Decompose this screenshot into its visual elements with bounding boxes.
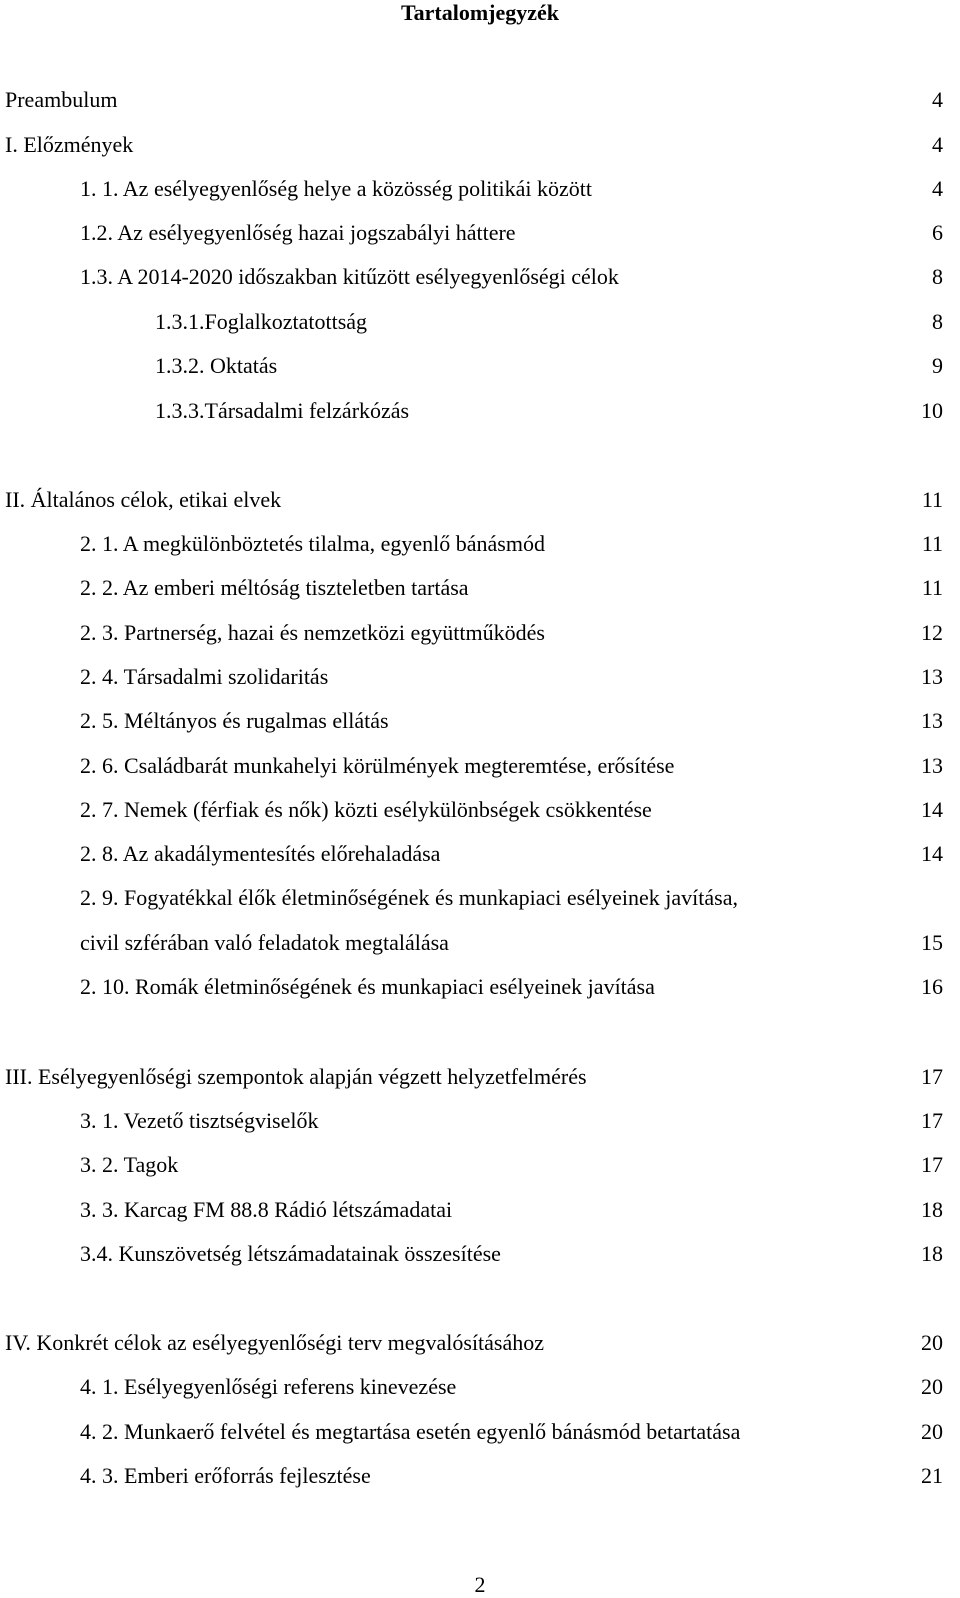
toc-entry-page: 15 <box>921 930 943 955</box>
toc-entry-label: 2. 2. Az emberi méltóság tiszteletben tartása <box>80 575 469 600</box>
toc-entry <box>0 840 960 868</box>
toc-entry <box>0 1151 960 1179</box>
toc-entry <box>0 1329 960 1357</box>
page-number: 2 <box>474 1572 486 1597</box>
toc-entry-label: Preambulum <box>5 87 118 112</box>
toc-entry <box>0 131 960 159</box>
toc-entry-page: 18 <box>921 1241 943 1266</box>
toc-entry-page: 16 <box>921 974 943 999</box>
toc-entry-label: 2. 9. Fogyatékkal élők életminőségének és munkapiaci esélyeinek javítása, <box>80 885 738 910</box>
toc-entry <box>0 1373 960 1401</box>
toc-entry <box>0 929 960 957</box>
toc-entry-page: 6 <box>932 220 943 245</box>
toc-entry-label: 1.2. Az esélyegyenlőség hazai jogszabályi háttere <box>80 220 516 245</box>
toc-entry-page: 17 <box>921 1108 943 1133</box>
toc-entry-label: 1. 1. Az esélyegyenlőség helye a közösség politikái között <box>80 176 592 201</box>
toc-entry-page: 8 <box>932 264 943 289</box>
toc-entry <box>0 1107 960 1135</box>
document-title: Tartalomjegyzék <box>400 0 560 25</box>
toc-entry-label: 2. 7. Nemek (férfiak és nők) közti esélykülönbségek csökkentése <box>80 797 652 822</box>
toc-entry-page: 11 <box>921 487 943 512</box>
toc-entry-page: 4 <box>932 132 943 157</box>
toc-entry-label: 2. 10. Romák életminőségének és munkapiaci esélyeinek javítása <box>80 974 655 999</box>
toc-entry <box>0 574 960 602</box>
toc-entry-page: 11 <box>921 531 943 556</box>
toc-entry <box>0 530 960 558</box>
toc-entry-page: 17 <box>921 1152 943 1177</box>
toc-entry <box>0 752 960 780</box>
toc-entry <box>0 973 960 1001</box>
toc-entry-label: civil szférában való feladatok megtalálása <box>80 930 449 955</box>
toc-entry <box>0 619 960 647</box>
toc-entry-page: 14 <box>921 841 943 866</box>
toc-entry-page: 18 <box>921 1197 943 1222</box>
toc-entry-label: 2. 1. A megkülönböztetés tilalma, egyenlő bánásmód <box>80 531 545 556</box>
toc-entry <box>0 86 960 114</box>
toc-entry-label: 2. 3. Partnerség, hazai és nemzetközi együttműködés <box>80 620 545 645</box>
toc-entry-page: 10 <box>921 398 943 423</box>
toc-entry <box>0 1196 960 1224</box>
toc-entry-label: 3. 1. Vezető tisztségviselők <box>80 1108 319 1133</box>
toc-entry-page: 12 <box>921 620 943 645</box>
toc-entry-page: 8 <box>932 309 943 334</box>
toc-entry <box>0 1240 960 1268</box>
toc-entry-page: 13 <box>921 753 943 778</box>
toc-entry-label: 1.3.2. Oktatás <box>155 353 278 378</box>
toc-entry <box>0 219 960 247</box>
toc-entry-label: II. Általános célok, etikai elvek <box>5 487 282 512</box>
toc-entry-page: 4 <box>932 176 943 201</box>
toc-entry-label: 2. 5. Méltányos és rugalmas ellátás <box>80 708 389 733</box>
toc-entry-label: 2. 4. Társadalmi szolidaritás <box>80 664 329 689</box>
toc-entry <box>0 175 960 203</box>
toc-entry-page: 13 <box>921 708 943 733</box>
toc-entry-label: III. Esélyegyenlőségi szempontok alapján végzett helyzetfelmérés <box>5 1064 587 1089</box>
toc-entry <box>0 352 960 380</box>
toc-entry <box>0 1418 960 1446</box>
toc-entry-label: 4. 2. Munkaerő felvétel és megtartása esetén egyenlő bánásmód betartatása <box>80 1419 741 1444</box>
toc-entry <box>0 486 960 514</box>
toc-entry-label: 3.4. Kunszövetség létszámadatainak összesítése <box>80 1241 501 1266</box>
toc-entry-page: 13 <box>921 664 943 689</box>
toc-entry-label: 3. 3. Karcag FM 88.8 Rádió létszámadatai <box>80 1197 453 1222</box>
toc-entry <box>0 884 960 912</box>
toc-entry-label: IV. Konkrét célok az esélyegyenlőségi terv megvalósításához <box>5 1330 545 1355</box>
toc-entry-page: 14 <box>921 797 943 822</box>
toc-entry-label: 3. 2. Tagok <box>80 1152 179 1177</box>
toc-entry-page: 20 <box>921 1330 943 1355</box>
toc-entry-page: 20 <box>921 1374 943 1399</box>
toc-entry <box>0 397 960 425</box>
toc-entry <box>0 663 960 691</box>
toc-entry <box>0 263 960 291</box>
toc-entry-page: 9 <box>932 353 943 378</box>
toc-entry-label: 4. 1. Esélyegyenlőségi referens kinevezése <box>80 1374 457 1399</box>
toc-entry <box>0 796 960 824</box>
toc-entry-page: 11 <box>921 575 943 600</box>
toc-entry <box>0 1063 960 1091</box>
toc-entry-label: I. Előzmények <box>5 132 134 157</box>
toc-entry-page: 21 <box>921 1463 943 1488</box>
toc-entry-label: 2. 8. Az akadálymentesítés előrehaladása <box>80 841 441 866</box>
toc-entry <box>0 707 960 735</box>
toc-entry-label: 2. 6. Családbarát munkahelyi körülmények megteremtése, erősítése <box>80 753 675 778</box>
toc-entry-label: 1.3. A 2014-2020 időszakban kitűzött esélyegyenlőségi célok <box>80 264 619 289</box>
toc-entry-label: 1.3.1.Foglalkoztatottság <box>155 309 368 334</box>
toc-entry <box>0 308 960 336</box>
toc-entry-label: 1.3.3.Társadalmi felzárkózás <box>155 398 410 423</box>
toc-entry-page: 17 <box>921 1064 943 1089</box>
toc-entry-page: 20 <box>921 1419 943 1444</box>
toc-entry <box>0 1462 960 1490</box>
toc-entry-label: 4. 3. Emberi erőforrás fejlesztése <box>80 1463 371 1488</box>
toc-entry-page: 4 <box>932 87 943 112</box>
